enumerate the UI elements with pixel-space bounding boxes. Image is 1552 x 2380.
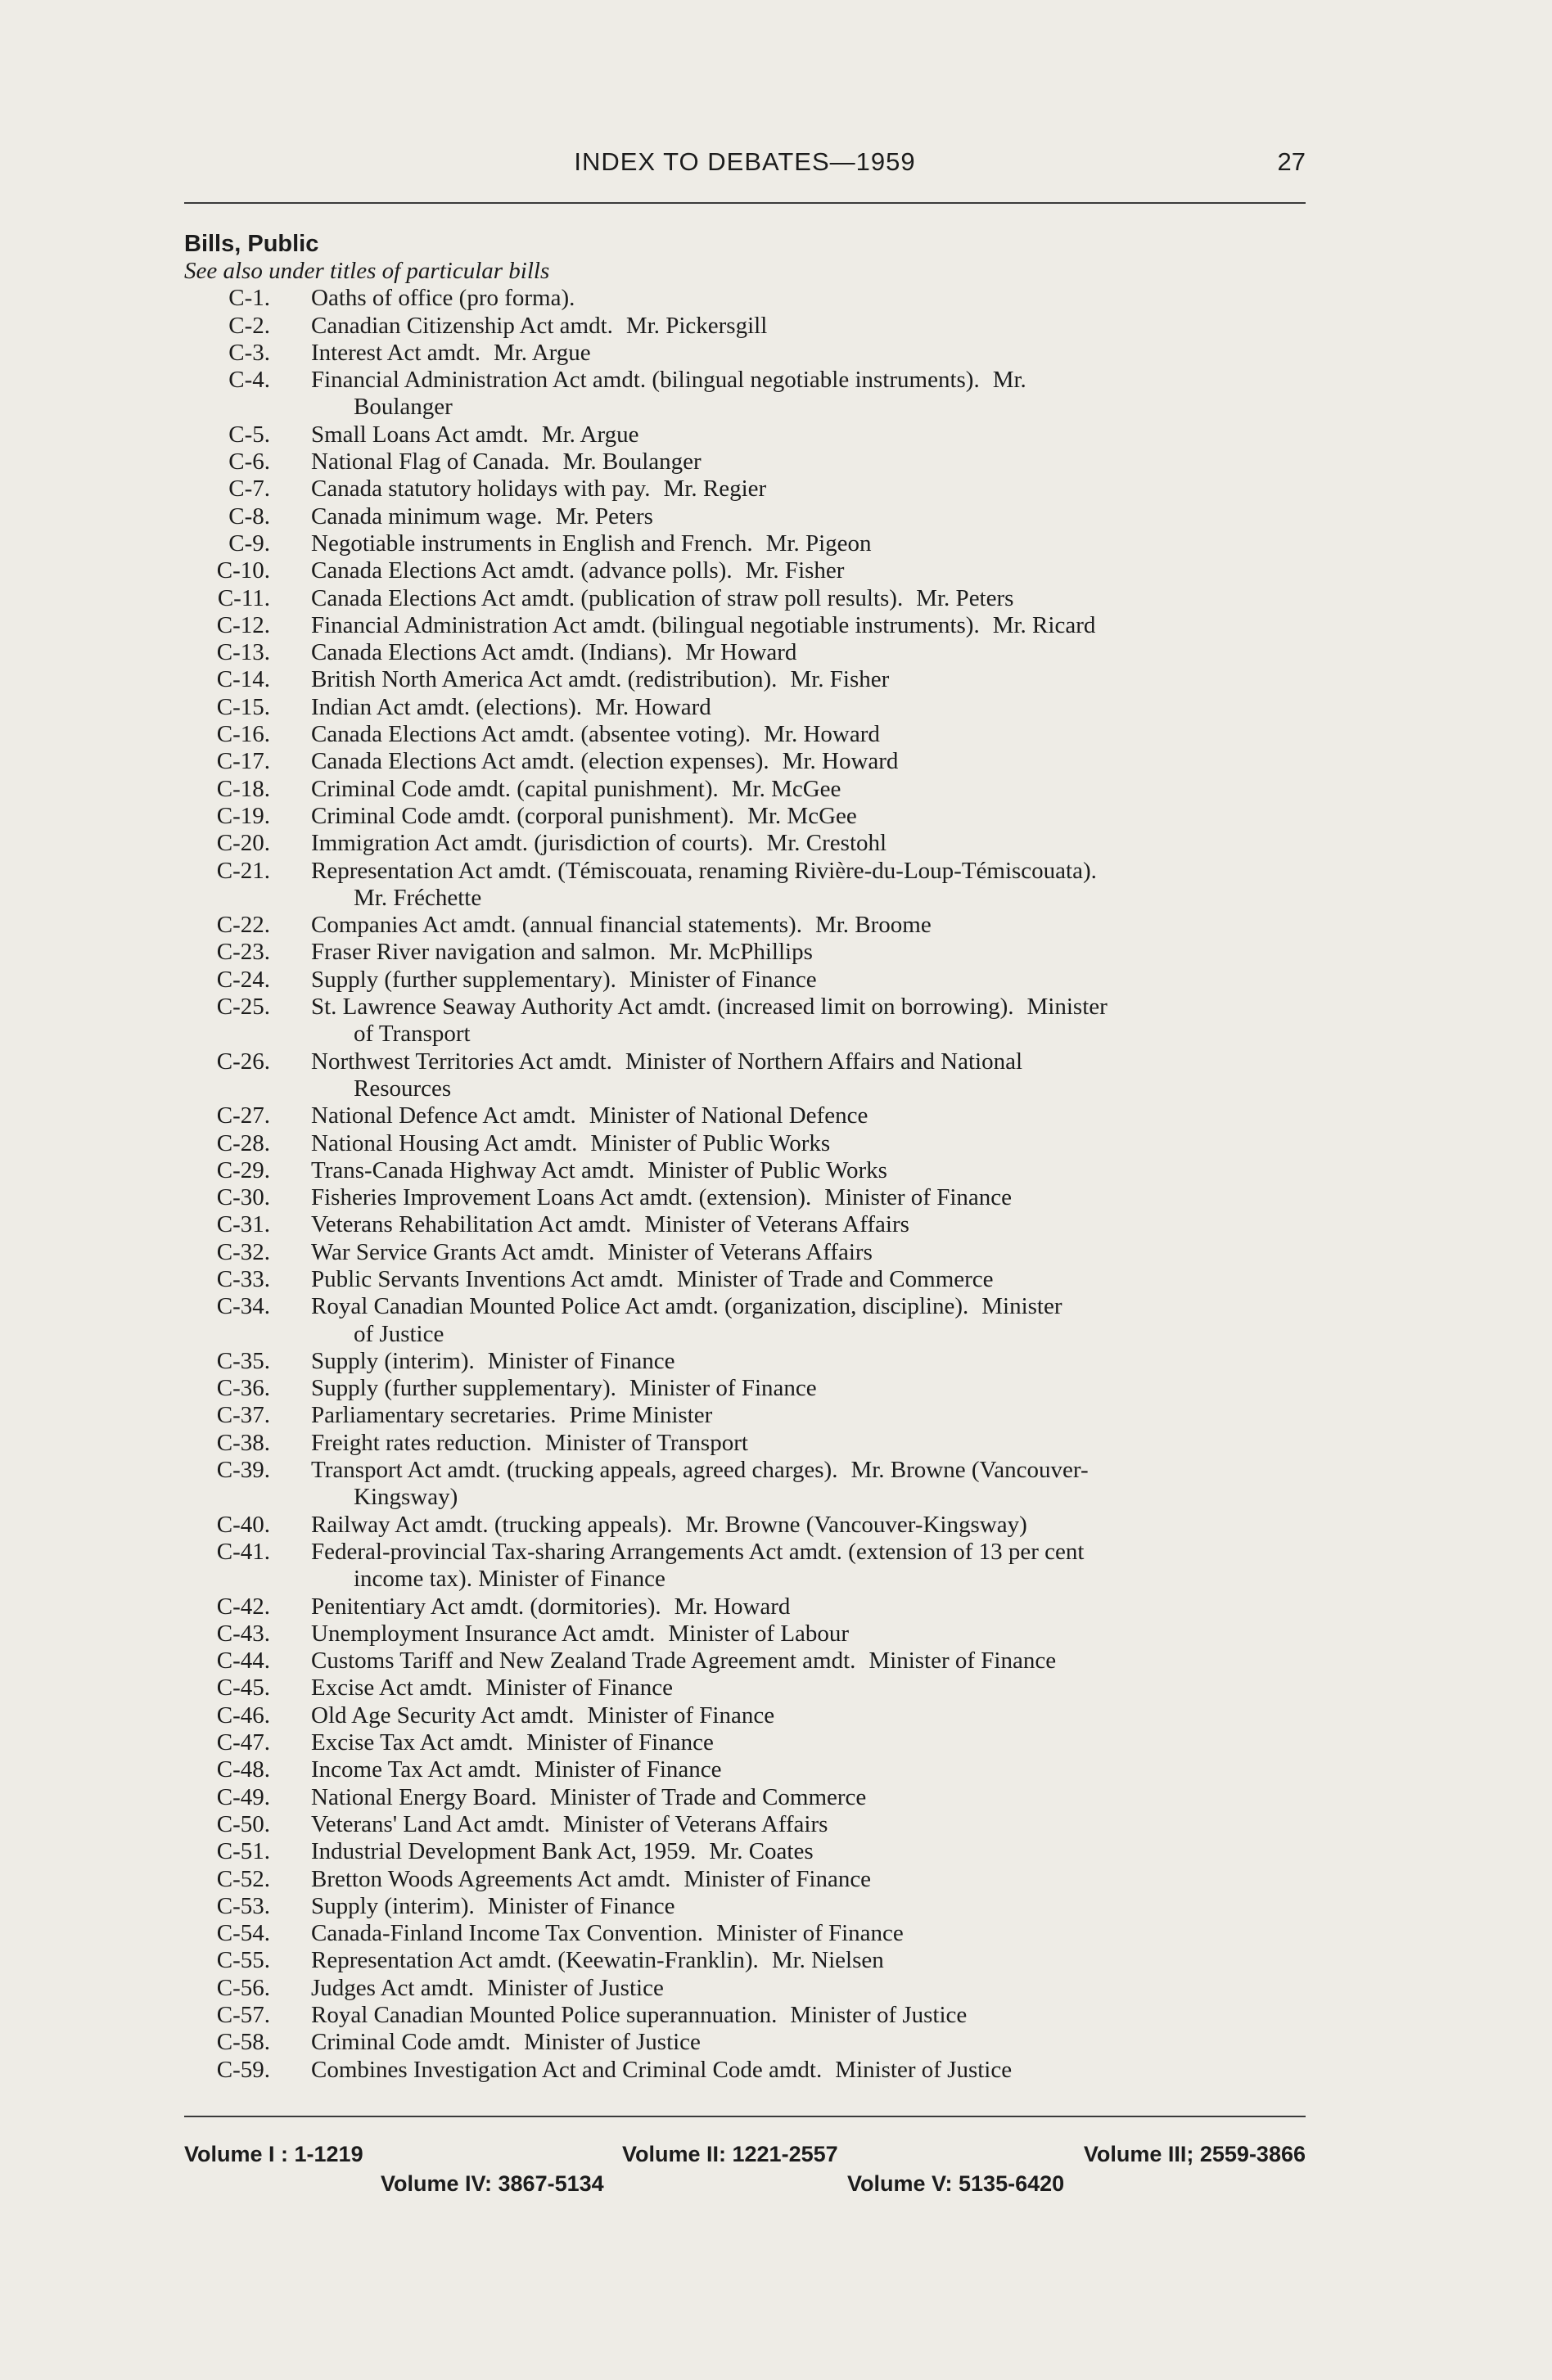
bill-number: C-8.: [228, 503, 270, 530]
bill-entry: [184, 1648, 1314, 1675]
bill-entry: [184, 776, 1314, 803]
bill-number: C-33.: [216, 1265, 270, 1292]
bill-number: C-26.: [216, 1048, 270, 1075]
bill-entry: [184, 1838, 1314, 1865]
volume-4-range: Volume IV: 3867-5134: [381, 2171, 604, 2196]
bill-entry: [184, 2057, 1314, 2084]
bill-sponsor: Minister of Finance: [587, 1702, 775, 1729]
bill-title: Bretton Woods Agreements Act amdt.: [311, 1865, 671, 1892]
bill-sponsor: Mr. Howard: [674, 1593, 791, 1620]
bill-entry: [184, 585, 1314, 612]
bill-sponsor: Mr Howard: [685, 639, 797, 666]
bill-entry: [184, 1157, 1314, 1184]
volume-1-range: Volume I : 1-1219: [184, 2142, 363, 2166]
bill-entry: [184, 367, 1314, 421]
bill-title: Canada Elections Act amdt. (election expenses).: [311, 748, 769, 775]
bill-entry: [184, 1729, 1314, 1756]
bill-title: Financial Administration Act amdt. (bilingual negotiable instruments).: [311, 611, 980, 638]
bill-title: Canada Elections Act amdt. (absentee voting).: [311, 721, 751, 748]
bill-entry: [184, 1893, 1314, 1920]
bill-number: C-25.: [216, 994, 270, 1021]
bill-number: C-39.: [216, 1457, 270, 1484]
bill-entry: [184, 285, 1314, 312]
bill-number: C-40.: [216, 1511, 270, 1538]
bill-entry: [184, 1920, 1314, 1947]
bill-entry: [184, 994, 1314, 1048]
bill-entry: [184, 503, 1314, 530]
bill-title: Canada Elections Act amdt. (Indians).: [311, 639, 673, 666]
bill-title: Canada-Finland Income Tax Convention.: [311, 1920, 704, 1947]
bill-sponsor: Mr. Peters: [555, 503, 653, 530]
bill-number: C-24.: [216, 966, 270, 993]
bill-entry: [184, 639, 1314, 666]
index-content: [184, 231, 1314, 2084]
bill-number: C-37.: [216, 1402, 270, 1429]
bill-number: C-46.: [216, 1702, 270, 1729]
bill-number: C-57.: [216, 2002, 270, 2028]
bill-entry: [184, 340, 1314, 367]
bill-entry: [184, 939, 1314, 966]
bill-entry: [184, 803, 1314, 830]
bill-sponsor: Mr.: [992, 367, 1026, 394]
bill-sponsor: Minister of Finance: [485, 1675, 674, 1702]
bill-sponsor: Mr. Argue: [541, 421, 639, 448]
bill-title: Financial Administration Act amdt. (bilingual negotiable instruments).: [311, 367, 980, 394]
bill-number: C-45.: [216, 1675, 270, 1702]
bill-number: C-58.: [216, 2029, 270, 2056]
bill-sponsor: Minister of Justice: [486, 1974, 664, 2001]
section-heading: Bills, Public: [184, 231, 319, 257]
bill-title: St. Lawrence Seaway Authority Act amdt. (increased limit on borrowing).: [311, 994, 1014, 1021]
bill-entry: [184, 2002, 1314, 2029]
bill-continuation: Boulanger: [354, 394, 453, 421]
bill-sponsor: Minister of Finance: [868, 1648, 1057, 1675]
bill-entry: [184, 1130, 1314, 1157]
bill-number: C-9.: [228, 530, 270, 557]
bill-number: C-19.: [216, 802, 270, 829]
bill-entry: [184, 1784, 1314, 1811]
bill-title: Supply (further supplementary).: [311, 1375, 616, 1402]
bill-sponsor: Mr. Regier: [663, 476, 767, 503]
bill-sponsor: Minister of Veterans Affairs: [607, 1238, 873, 1265]
bill-title: Parliamentary secretaries.: [311, 1402, 557, 1429]
volume-2-range: Volume II: 1221-2557: [622, 2142, 838, 2166]
bill-entry: [184, 912, 1314, 939]
running-title: INDEX TO DEBATES—1959: [574, 147, 916, 176]
bill-number: C-32.: [216, 1238, 270, 1265]
bill-sponsor: Minister of Transport: [544, 1429, 748, 1456]
bill-number: C-4.: [228, 367, 270, 394]
bill-number: C-7.: [228, 476, 270, 503]
bill-sponsor: Mr. McGee: [731, 775, 841, 802]
bill-sponsor: Minister of Veterans Affairs: [644, 1211, 909, 1238]
bill-title: Trans-Canada Highway Act amdt.: [311, 1156, 635, 1183]
bill-sponsor: Mr. Nielsen: [771, 1947, 884, 1974]
bill-number: C-44.: [216, 1648, 270, 1675]
bill-number: C-5.: [228, 421, 270, 448]
bill-sponsor: Mr. Browne (Vancouver-Kingsway): [685, 1511, 1027, 1538]
bill-title: Small Loans Act amdt.: [311, 421, 529, 448]
bill-number: C-53.: [216, 1892, 270, 1919]
bill-number: C-48.: [216, 1756, 270, 1783]
bill-number: C-49.: [216, 1783, 270, 1810]
see-also-note: See also under titles of particular bills: [184, 258, 550, 284]
bill-entry: [184, 748, 1314, 775]
bill-title: Royal Canadian Mounted Police Act amdt. (organization, discipline).: [311, 1293, 969, 1320]
bill-sponsor: Minister of Finance: [526, 1729, 714, 1756]
bill-entry: [184, 1184, 1314, 1211]
bill-entry: [184, 1402, 1314, 1429]
bill-title: Railway Act amdt. (trucking appeals).: [311, 1511, 673, 1538]
bill-entry: [184, 1702, 1314, 1729]
bill-number: C-17.: [216, 748, 270, 775]
bill-continuation: of Transport: [354, 1021, 471, 1048]
bill-number: C-16.: [216, 721, 270, 748]
bill-number: C-20.: [216, 830, 270, 857]
bill-number: C-14.: [216, 666, 270, 693]
volume-3-range: Volume III; 2559-3866: [1083, 2142, 1306, 2166]
bill-sponsor: Minister of Finance: [629, 1375, 817, 1402]
bill-sponsor: Prime Minister: [569, 1402, 713, 1429]
bill-title: Supply (interim).: [311, 1347, 475, 1374]
bill-entry: [184, 612, 1314, 639]
bill-title: Excise Act amdt.: [311, 1675, 473, 1702]
bill-title: Criminal Code amdt. (corporal punishment).: [311, 802, 735, 829]
bill-title: National Energy Board.: [311, 1783, 537, 1810]
bill-title: Supply (further supplementary).: [311, 966, 616, 993]
bill-sponsor: Minister of Public Works: [647, 1156, 887, 1183]
bill-title: Negotiable instruments in English and French.: [311, 530, 753, 557]
bill-entry: [184, 1675, 1314, 1702]
bill-number: C-50.: [216, 1810, 270, 1837]
bill-number: C-12.: [216, 611, 270, 638]
bill-entry: [184, 1239, 1314, 1266]
bill-entry: [184, 421, 1314, 449]
bill-sponsor: Minister of Finance: [629, 966, 817, 993]
bill-entry: [184, 1211, 1314, 1238]
bill-number: C-36.: [216, 1375, 270, 1402]
bill-title: Northwest Territories Act amdt.: [311, 1048, 612, 1075]
bill-title: Transport Act amdt. (trucking appeals, agreed charges).: [311, 1457, 838, 1484]
bill-number: C-41.: [216, 1538, 270, 1565]
bill-number: C-22.: [216, 912, 270, 939]
bill-sponsor: Minister: [981, 1293, 1062, 1320]
bill-title: Oaths of office (pro forma).: [311, 285, 575, 312]
bill-title: Canada Elections Act amdt. (publication of straw poll results).: [311, 584, 904, 611]
bill-title: Immigration Act amdt. (jurisdiction of courts).: [311, 830, 754, 857]
bill-sponsor: Mr. Broome: [814, 912, 932, 939]
bill-title: Representation Act amdt. (Témiscouata, renaming Rivière-du-Loup-Témiscouata).: [311, 857, 1097, 884]
bill-title: Indian Act amdt. (elections).: [311, 693, 582, 720]
bill-entry: [184, 1430, 1314, 1457]
bill-sponsor: Minister of Finance: [824, 1184, 1013, 1211]
bill-number: C-23.: [216, 939, 270, 966]
bill-title: Unemployment Insurance Act amdt.: [311, 1620, 656, 1647]
volume-footer: [184, 2142, 1306, 2207]
bill-number: C-55.: [216, 1947, 270, 1974]
page-header: [184, 147, 1306, 187]
bill-entry: [184, 2029, 1314, 2056]
bill-sponsor: Minister of Finance: [487, 1347, 675, 1374]
bill-sponsor: Minister of Public Works: [590, 1129, 831, 1156]
bill-sponsor: Mr. Fisher: [790, 666, 890, 693]
bill-title: Canada minimum wage.: [311, 503, 543, 530]
bill-number: C-30.: [216, 1184, 270, 1211]
page-number: 27: [1277, 147, 1306, 176]
bill-title: National Flag of Canada.: [311, 449, 550, 476]
bill-title: Canada Elections Act amdt. (advance polls).: [311, 557, 733, 584]
bill-number: C-6.: [228, 449, 270, 476]
bill-number: C-34.: [216, 1293, 270, 1320]
bill-sponsor: Mr. Pigeon: [765, 530, 872, 557]
bill-entry: [184, 1348, 1314, 1375]
bill-number: C-35.: [216, 1347, 270, 1374]
bill-title: Fraser River navigation and salmon.: [311, 939, 656, 966]
bill-sponsor: Minister of Justice: [524, 2029, 701, 2056]
bill-entry: [184, 1539, 1314, 1593]
bill-entry: [184, 1102, 1314, 1129]
bill-entry: [184, 1457, 1314, 1512]
bill-continuation: income tax). Minister of Finance: [354, 1566, 665, 1593]
bill-title: Royal Canadian Mounted Police superannuation.: [311, 2002, 778, 2028]
bill-sponsor: Mr. Fisher: [745, 557, 845, 584]
bill-title: Judges Act amdt.: [311, 1974, 474, 2001]
bill-sponsor: Minister of Finance: [487, 1892, 675, 1919]
bill-entry: [184, 967, 1314, 994]
bill-title: Industrial Development Bank Act, 1959.: [311, 1838, 697, 1865]
bill-entry: [184, 1048, 1314, 1103]
bill-title: Federal-provincial Tax-sharing Arrangements Act amdt. (extension of 13 per cent: [311, 1538, 1085, 1565]
bill-title: Old Age Security Act amdt.: [311, 1702, 575, 1729]
bill-entry: [184, 1975, 1314, 2002]
bill-sponsor: Mr. Howard: [764, 721, 880, 748]
bill-sponsor: Minister of Northern Affairs and National: [625, 1048, 1023, 1075]
bill-entry: [184, 1375, 1314, 1402]
bill-title: National Defence Act amdt.: [311, 1102, 576, 1129]
bill-number: C-38.: [216, 1429, 270, 1456]
bill-sponsor: Minister: [1026, 994, 1108, 1021]
bill-entry: [184, 1620, 1314, 1648]
bill-sponsor: Mr. Ricard: [992, 611, 1096, 638]
bill-entry: [184, 721, 1314, 748]
bill-number: C-42.: [216, 1593, 270, 1620]
bill-entry: [184, 830, 1314, 857]
bill-number: C-47.: [216, 1729, 270, 1756]
bill-entry: [184, 858, 1314, 913]
bill-sponsor: Minister of Finance: [534, 1756, 722, 1783]
bill-sponsor: Mr. Howard: [782, 748, 899, 775]
bill-entry: [184, 1512, 1314, 1539]
bill-sponsor: Mr. McGee: [747, 802, 857, 829]
bill-number: C-43.: [216, 1620, 270, 1647]
bill-entry: [184, 1293, 1314, 1348]
bill-entry: [184, 1866, 1314, 1893]
bill-title: Customs Tariff and New Zealand Trade Agreement amdt.: [311, 1648, 856, 1675]
bill-sponsor: Mr. Browne (Vancouver-: [850, 1457, 1089, 1484]
bill-number: C-18.: [216, 775, 270, 802]
bill-entry: [184, 694, 1314, 721]
bill-sponsor: Minister of Labour: [668, 1620, 850, 1647]
bill-number: C-29.: [216, 1156, 270, 1183]
bill-title: Criminal Code amdt.: [311, 2029, 512, 2056]
header-rule: [184, 202, 1306, 204]
bill-sponsor: Minister of Justice: [835, 2056, 1013, 2083]
bill-number: C-51.: [216, 1838, 270, 1865]
volume-5-range: Volume V: 5135-6420: [847, 2171, 1065, 2196]
bill-title: Representation Act amdt. (Keewatin-Franklin).: [311, 1947, 759, 1974]
bill-title: War Service Grants Act amdt.: [311, 1238, 595, 1265]
bill-title: Income Tax Act amdt.: [311, 1756, 521, 1783]
bill-title: Combines Investigation Act and Criminal Code amdt.: [311, 2056, 823, 2083]
bill-sponsor: Mr. Crestohl: [766, 830, 887, 857]
bill-title: Canadian Citizenship Act amdt.: [311, 312, 613, 339]
bill-sponsor: Mr. Peters: [916, 584, 1014, 611]
bill-sponsor: Minister of Trade and Commerce: [549, 1783, 867, 1810]
bill-entry: [184, 1756, 1314, 1783]
bill-sponsor: Minister of Trade and Commerce: [676, 1265, 994, 1292]
bill-sponsor: Mr. Coates: [709, 1838, 814, 1865]
bill-number: C-1.: [228, 285, 270, 312]
bill-number: C-10.: [216, 557, 270, 584]
bill-title: Veterans' Land Act amdt.: [311, 1810, 550, 1837]
bill-sponsor: Minister of Justice: [790, 2002, 968, 2028]
bill-number: C-59.: [216, 2056, 270, 2083]
bill-entry: [184, 1947, 1314, 1974]
bill-sponsor: Minister of Finance: [716, 1920, 904, 1947]
bill-continuation: Mr. Fréchette: [354, 884, 482, 911]
bill-entry: [184, 1811, 1314, 1838]
bill-sponsor: Mr. McPhillips: [669, 939, 813, 966]
bill-sponsor: Minister of Veterans Affairs: [562, 1810, 828, 1837]
bill-number: C-27.: [216, 1102, 270, 1129]
bill-entry: [184, 666, 1314, 693]
bill-list: [184, 285, 1314, 2084]
bill-number: C-31.: [216, 1211, 270, 1238]
bill-title: Excise Tax Act amdt.: [311, 1729, 514, 1756]
bill-title: National Housing Act amdt.: [311, 1129, 578, 1156]
bill-number: C-11.: [217, 584, 270, 611]
bill-title: Veterans Rehabilitation Act amdt.: [311, 1211, 632, 1238]
bill-number: C-13.: [216, 639, 270, 666]
bill-sponsor: Mr. Howard: [594, 693, 711, 720]
bill-title: Penitentiary Act amdt. (dormitories).: [311, 1593, 661, 1620]
bill-entry: [184, 557, 1314, 584]
bill-continuation: Resources: [354, 1075, 452, 1102]
bill-number: C-52.: [216, 1865, 270, 1892]
bill-title: Fisheries Improvement Loans Act amdt. (extension).: [311, 1184, 812, 1211]
bill-number: C-21.: [216, 857, 270, 884]
bill-entry: [184, 449, 1314, 476]
bill-title: Interest Act amdt.: [311, 339, 480, 366]
bill-number: C-2.: [228, 312, 270, 339]
bill-sponsor: Mr. Argue: [493, 339, 591, 366]
bill-entry: [184, 476, 1314, 503]
bill-continuation: Kingsway): [354, 1484, 458, 1511]
bill-sponsor: Mr. Boulanger: [562, 449, 702, 476]
bill-title: Public Servants Inventions Act amdt.: [311, 1265, 664, 1292]
bill-title: British North America Act amdt. (redistribution).: [311, 666, 778, 693]
bill-title: Criminal Code amdt. (capital punishment).: [311, 775, 719, 802]
bill-sponsor: Mr. Pickersgill: [625, 312, 768, 339]
bill-number: C-54.: [216, 1920, 270, 1947]
bill-number: C-15.: [216, 693, 270, 720]
bill-entry: [184, 1266, 1314, 1293]
bill-title: Companies Act amdt. (annual financial statements).: [311, 912, 802, 939]
footer-rule: [184, 2116, 1306, 2117]
bill-entry: [184, 313, 1314, 340]
bill-title: Canada statutory holidays with pay.: [311, 476, 651, 503]
bill-number: C-28.: [216, 1129, 270, 1156]
bill-entry: [184, 530, 1314, 557]
bill-title: Freight rates reduction.: [311, 1429, 532, 1456]
bill-number: C-56.: [216, 1974, 270, 2001]
bill-sponsor: Minister of Finance: [684, 1865, 872, 1892]
bill-entry: [184, 1593, 1314, 1620]
bill-sponsor: Minister of National Defence: [589, 1102, 868, 1129]
bill-number: C-3.: [228, 339, 270, 366]
bill-continuation: of Justice: [354, 1320, 444, 1347]
bill-title: Supply (interim).: [311, 1892, 475, 1919]
